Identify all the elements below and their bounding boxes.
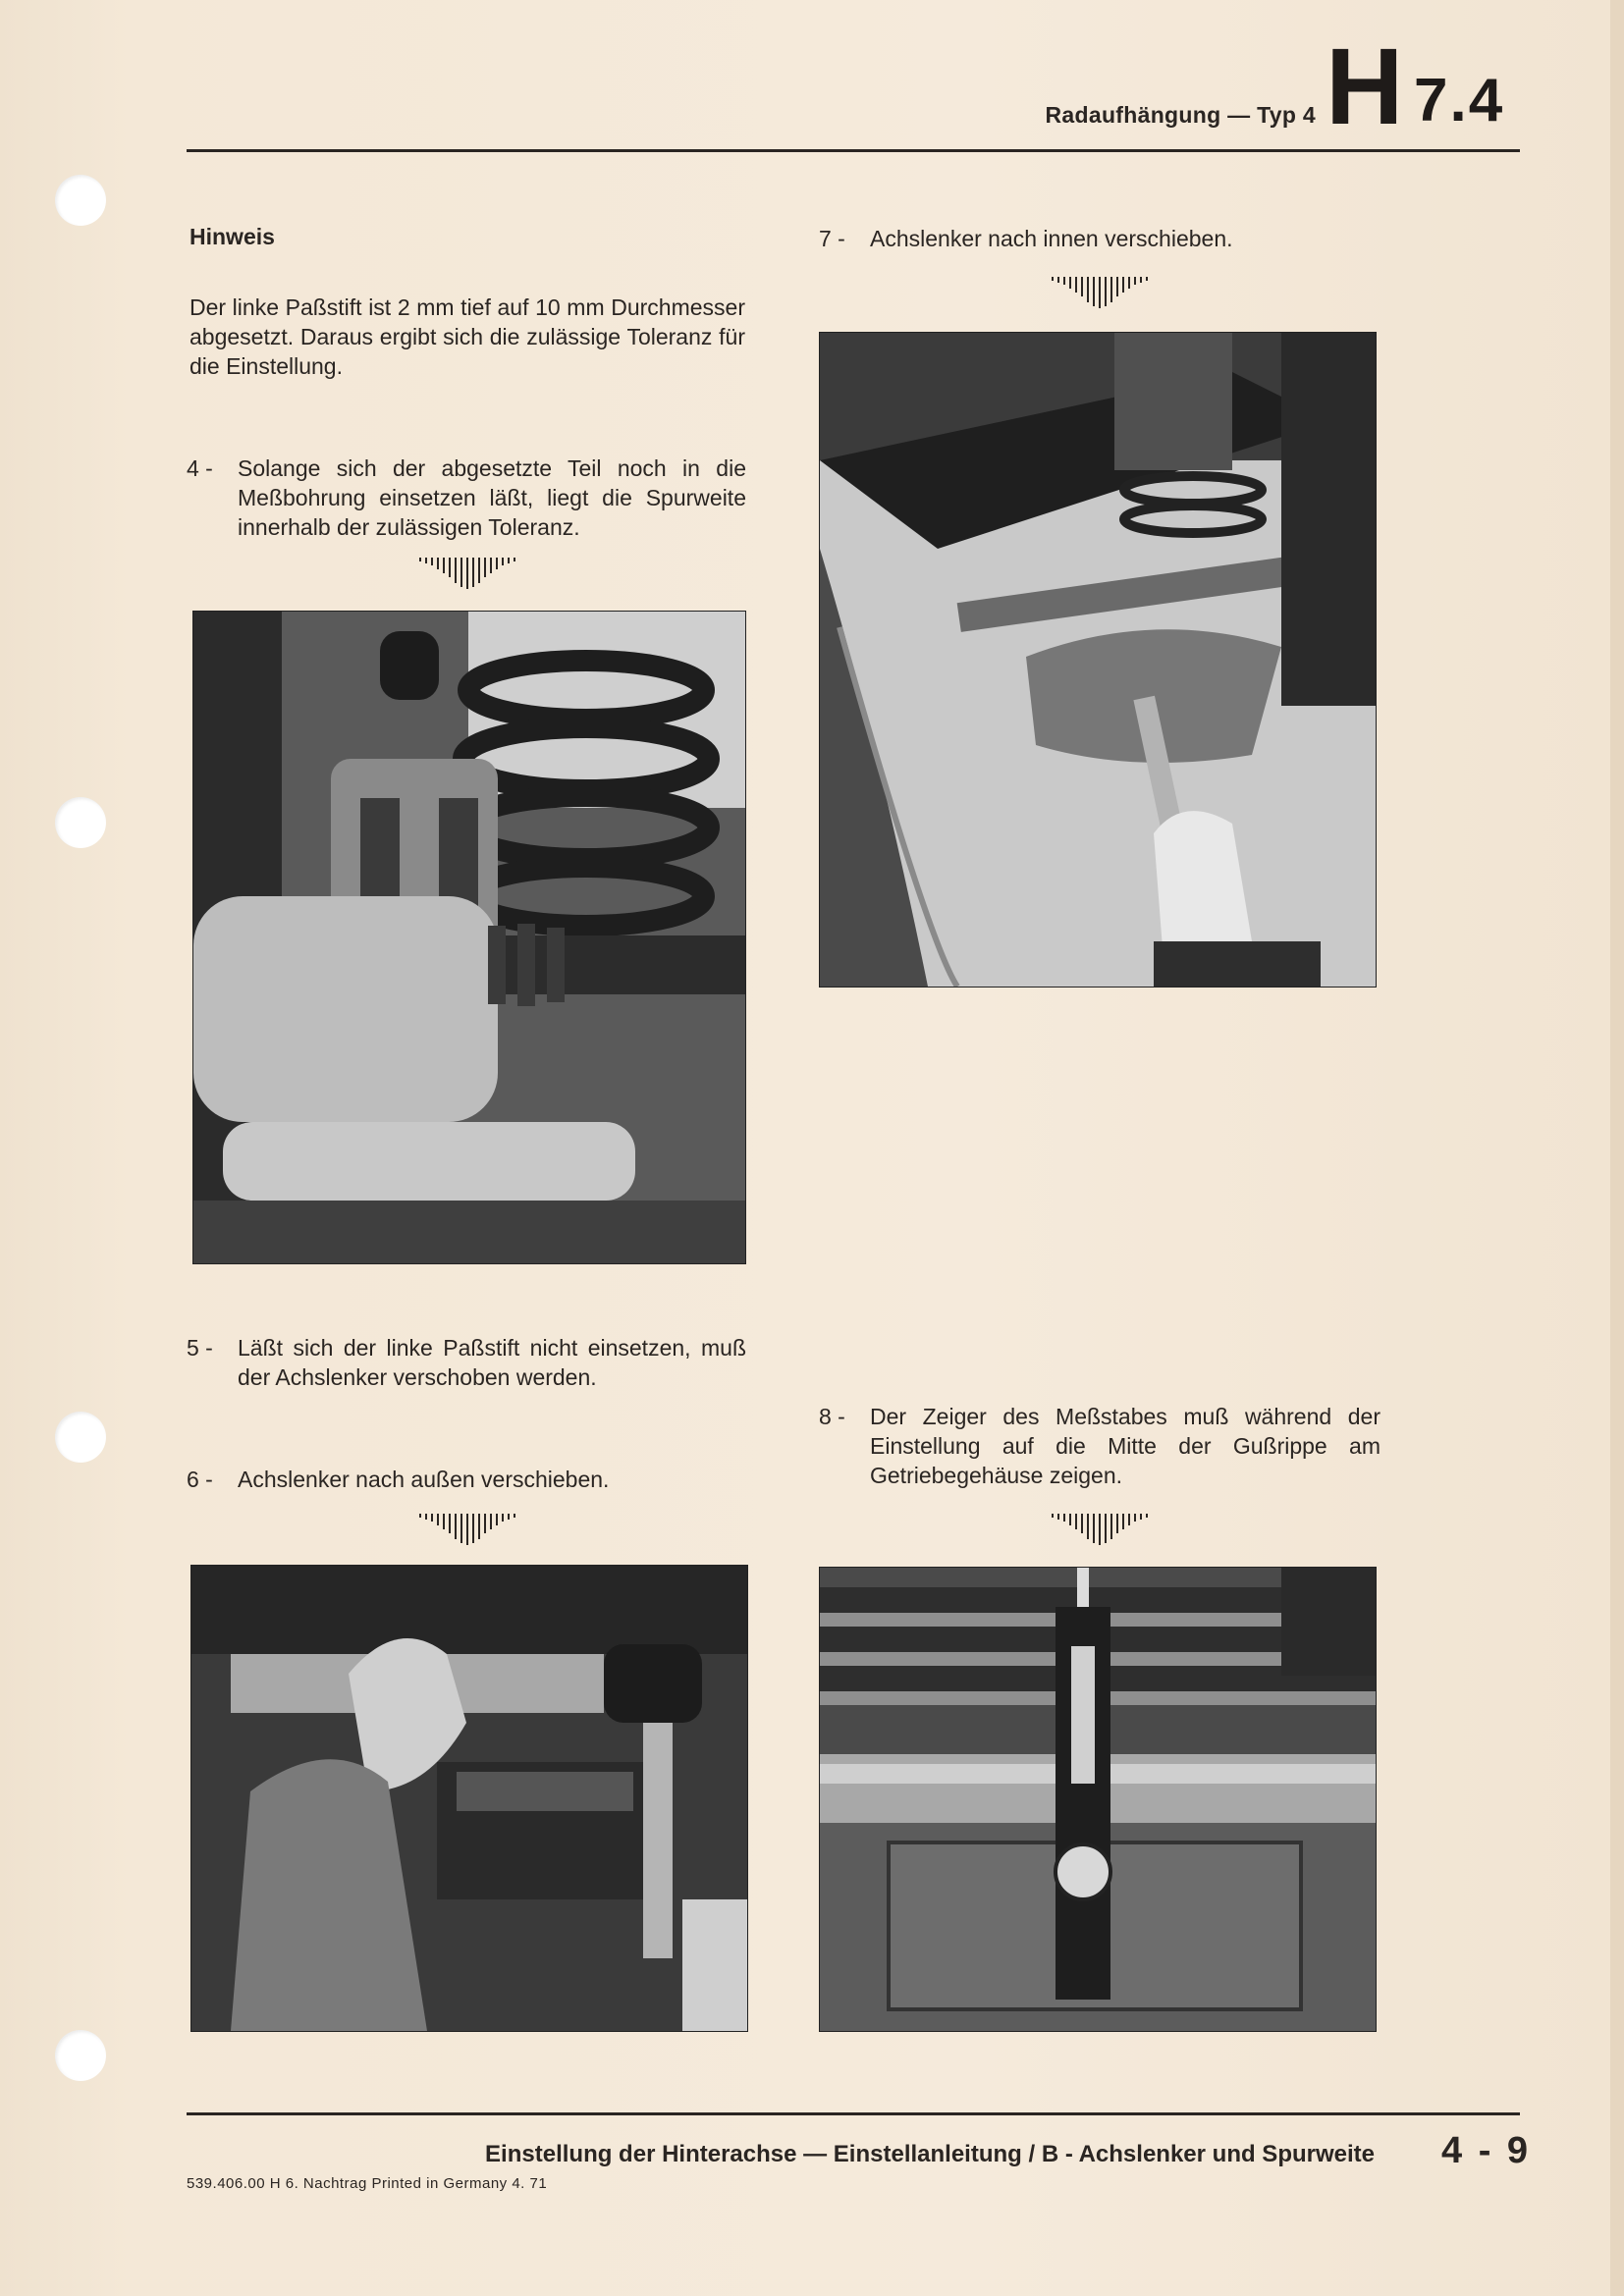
punch-hole — [55, 1412, 106, 1463]
step-number: 5 - — [187, 1335, 213, 1361]
step-number: 4 - — [187, 455, 213, 481]
punch-hole — [55, 797, 106, 848]
chapter-letter: H — [1326, 27, 1404, 147]
note-text: Der linke Paßstift ist 2 mm tief auf 10 mm Durchmesser abgesetzt. Daraus ergibt sich die zulässige Toleranz für die Einstellung. — [189, 294, 745, 379]
footer-rule — [187, 2112, 1520, 2115]
photo-achslenker-außen — [190, 1565, 748, 2032]
step-text: Achslenker nach innen verschieben. — [870, 226, 1233, 251]
note-heading: Hinweis — [189, 224, 275, 249]
punch-hole — [55, 175, 106, 226]
print-info: 539.406.00 H 6. Nachtrag Printed in Germany 4. 71 — [187, 2175, 548, 2192]
step-text: Solange sich der abgesetzte Teil noch in die Meßbohrung einsetzen läßt, liegt die Spurweite innerhalb der zulässigen Toleranz. — [238, 455, 746, 540]
photo-paßstift-meßbohrung — [192, 611, 746, 1264]
down-arrow-icon — [416, 556, 518, 591]
step-number: 8 - — [819, 1404, 845, 1429]
down-arrow-icon — [1049, 275, 1151, 310]
photo-achslenker-innen — [819, 332, 1377, 988]
step-number: 7 - — [819, 226, 845, 251]
section-title: Radaufhängung — Typ 4 — [1045, 102, 1316, 128]
chapter-number: 7.4 — [1414, 67, 1505, 134]
step-text: Achslenker nach außen verschieben. — [238, 1467, 610, 1492]
footer-title: Einstellung der Hinterachse — Einstellanleitung / B - Achslenker und Spurweite — [485, 2141, 1375, 2167]
down-arrow-icon — [1049, 1512, 1151, 1547]
paper-edge — [1610, 0, 1624, 2296]
header-rule — [187, 149, 1520, 152]
punch-hole — [55, 2030, 106, 2081]
photo-meßstab-getriebegehäuse — [819, 1567, 1377, 2032]
down-arrow-icon — [416, 1512, 518, 1547]
step-number: 6 - — [187, 1467, 213, 1492]
page-number: 4 - 9 — [1441, 2130, 1532, 2171]
step-text: Läßt sich der linke Paßstift nicht einsetzen, muß der Achslenker verschoben werden. — [238, 1335, 746, 1390]
step-text: Der Zeiger des Meßstabes muß während der Einstellung auf die Mitte der Gußrippe am Getriebegehäuse zeigen. — [870, 1404, 1380, 1488]
